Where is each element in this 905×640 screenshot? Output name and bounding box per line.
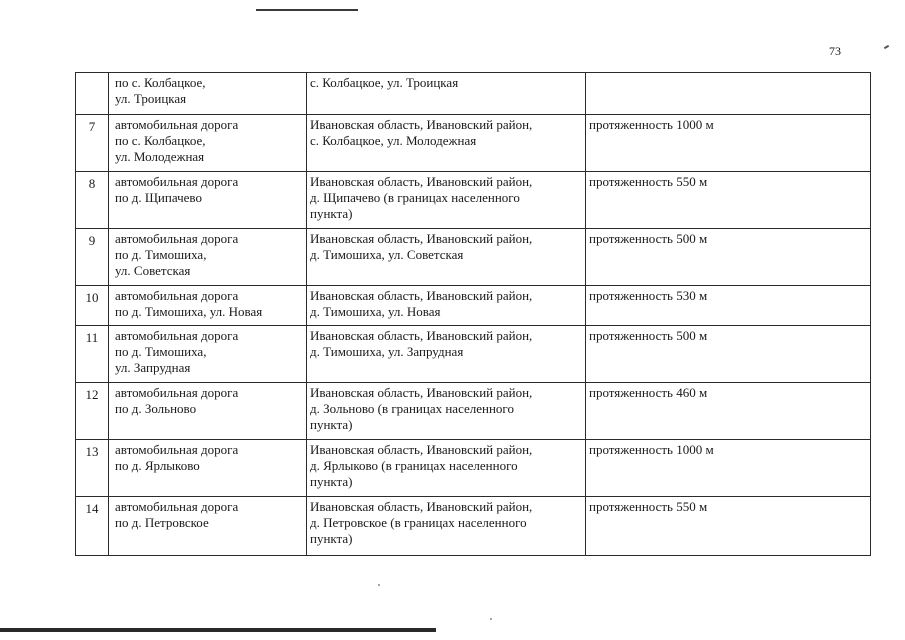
length-cell: протяженность 550 м — [586, 497, 871, 556]
row-number: 8 — [76, 172, 109, 229]
location-cell — [307, 73, 586, 115]
length-cell: протяженность 550 м — [586, 172, 871, 229]
road-name-line: автомобильная дорога — [115, 231, 239, 246]
scan-speck — [490, 618, 492, 620]
top-rule — [256, 9, 358, 11]
location-line: д. Тимошиха, ул. Советская — [310, 247, 464, 262]
location-line: д. Зольново (в границах населенного — [310, 401, 514, 416]
location-cell — [307, 326, 586, 383]
road-name-line: по д. Ярлыково — [115, 458, 200, 473]
road-name-line: автомобильная дорога — [115, 288, 239, 303]
page-number: 73 — [829, 44, 841, 58]
location-line: пункта) — [310, 417, 353, 432]
road-name-line: по д. Тимошиха, ул. Новая — [115, 304, 263, 319]
road-name-line: по д. Зольново — [115, 401, 197, 416]
road-name-line: ул. Советская — [115, 263, 191, 278]
location-line: д. Ярлыково (в границах населенного — [310, 458, 518, 473]
location-line: Ивановская область, Ивановский район, — [310, 499, 533, 514]
row-number: 9 — [76, 229, 109, 286]
road-name-line: автомобильная дорога — [115, 385, 239, 400]
location-line: д. Тимошиха, ул. Запрудная — [310, 344, 464, 359]
length-cell: протяженность 500 м — [586, 229, 871, 286]
location-line: пункта) — [310, 531, 353, 546]
location-line: пункта) — [310, 206, 353, 221]
location-cell — [307, 115, 586, 172]
length-cell: протяженность 530 м — [586, 286, 871, 326]
location-line: с. Колбацкое, ул. Молодежная — [310, 133, 477, 148]
scan-speck — [378, 584, 380, 586]
row-number: 10 — [76, 286, 109, 326]
scan-mark — [884, 45, 889, 49]
location-line: д. Тимошиха, ул. Новая — [310, 304, 441, 319]
road-name-line: по д. Тимошиха, — [115, 344, 207, 359]
row-number: 12 — [76, 383, 109, 440]
road-name-line: по с. Колбацкое, — [115, 133, 206, 148]
table-row — [76, 326, 871, 383]
road-name-cell — [109, 286, 307, 326]
location-line: Ивановская область, Ивановский район, — [310, 117, 533, 132]
road-name-cell — [109, 326, 307, 383]
location-line: Ивановская область, Ивановский район, — [310, 174, 533, 189]
road-name-line: автомобильная дорога — [115, 499, 239, 514]
row-number: 11 — [76, 326, 109, 383]
location-cell — [307, 497, 586, 556]
road-name-line: по д. Щипачево — [115, 190, 202, 205]
road-name-line: по с. Колбацкое, — [115, 75, 206, 90]
road-name-cell — [109, 73, 307, 115]
row-number — [76, 73, 109, 115]
road-name-cell — [109, 172, 307, 229]
location-line: Ивановская область, Ивановский район, — [310, 385, 533, 400]
road-name-line: автомобильная дорога — [115, 117, 239, 132]
table-row — [76, 440, 871, 497]
road-name-cell — [109, 440, 307, 497]
bottom-rule — [0, 628, 436, 632]
length-cell: протяженность 1000 м — [586, 115, 871, 172]
table-row — [76, 383, 871, 440]
road-name-line: автомобильная дорога — [115, 174, 239, 189]
location-cell — [307, 440, 586, 497]
location-cell — [307, 229, 586, 286]
location-line: Ивановская область, Ивановский район, — [310, 328, 533, 343]
row-number: 13 — [76, 440, 109, 497]
road-name-line: по д. Петровское — [115, 515, 209, 530]
location-cell — [307, 383, 586, 440]
location-line: с. Колбацкое, ул. Троицкая — [310, 75, 459, 90]
location-line: Ивановская область, Ивановский район, — [310, 442, 533, 457]
road-name-cell — [109, 497, 307, 556]
location-line: пункта) — [310, 474, 353, 489]
road-name-cell — [109, 115, 307, 172]
location-cell — [307, 286, 586, 326]
roads-table-body — [76, 73, 871, 556]
road-name-line: ул. Молодежная — [115, 149, 205, 164]
road-name-line: по д. Тимошиха, — [115, 247, 207, 262]
table-row — [76, 115, 871, 172]
row-number: 7 — [76, 115, 109, 172]
road-name-line: автомобильная дорога — [115, 328, 239, 343]
road-name-line: ул. Троицкая — [115, 91, 187, 106]
table-row — [76, 229, 871, 286]
road-name-cell — [109, 383, 307, 440]
location-line: Ивановская область, Ивановский район, — [310, 231, 533, 246]
location-line: д. Петровское (в границах населенного — [310, 515, 527, 530]
length-cell — [586, 73, 871, 115]
length-cell: протяженность 1000 м — [586, 440, 871, 497]
road-name-line: ул. Запрудная — [115, 360, 191, 375]
roads-table — [75, 72, 871, 556]
road-name-cell — [109, 229, 307, 286]
location-cell — [307, 172, 586, 229]
road-name-line: автомобильная дорога — [115, 442, 239, 457]
table-row — [76, 497, 871, 556]
table-row — [76, 286, 871, 326]
length-cell: протяженность 500 м — [586, 326, 871, 383]
length-cell: протяженность 460 м — [586, 383, 871, 440]
row-number: 14 — [76, 497, 109, 556]
location-line: Ивановская область, Ивановский район, — [310, 288, 533, 303]
table-row — [76, 172, 871, 229]
location-line: д. Щипачево (в границах населенного — [310, 190, 520, 205]
table-row — [76, 73, 871, 115]
